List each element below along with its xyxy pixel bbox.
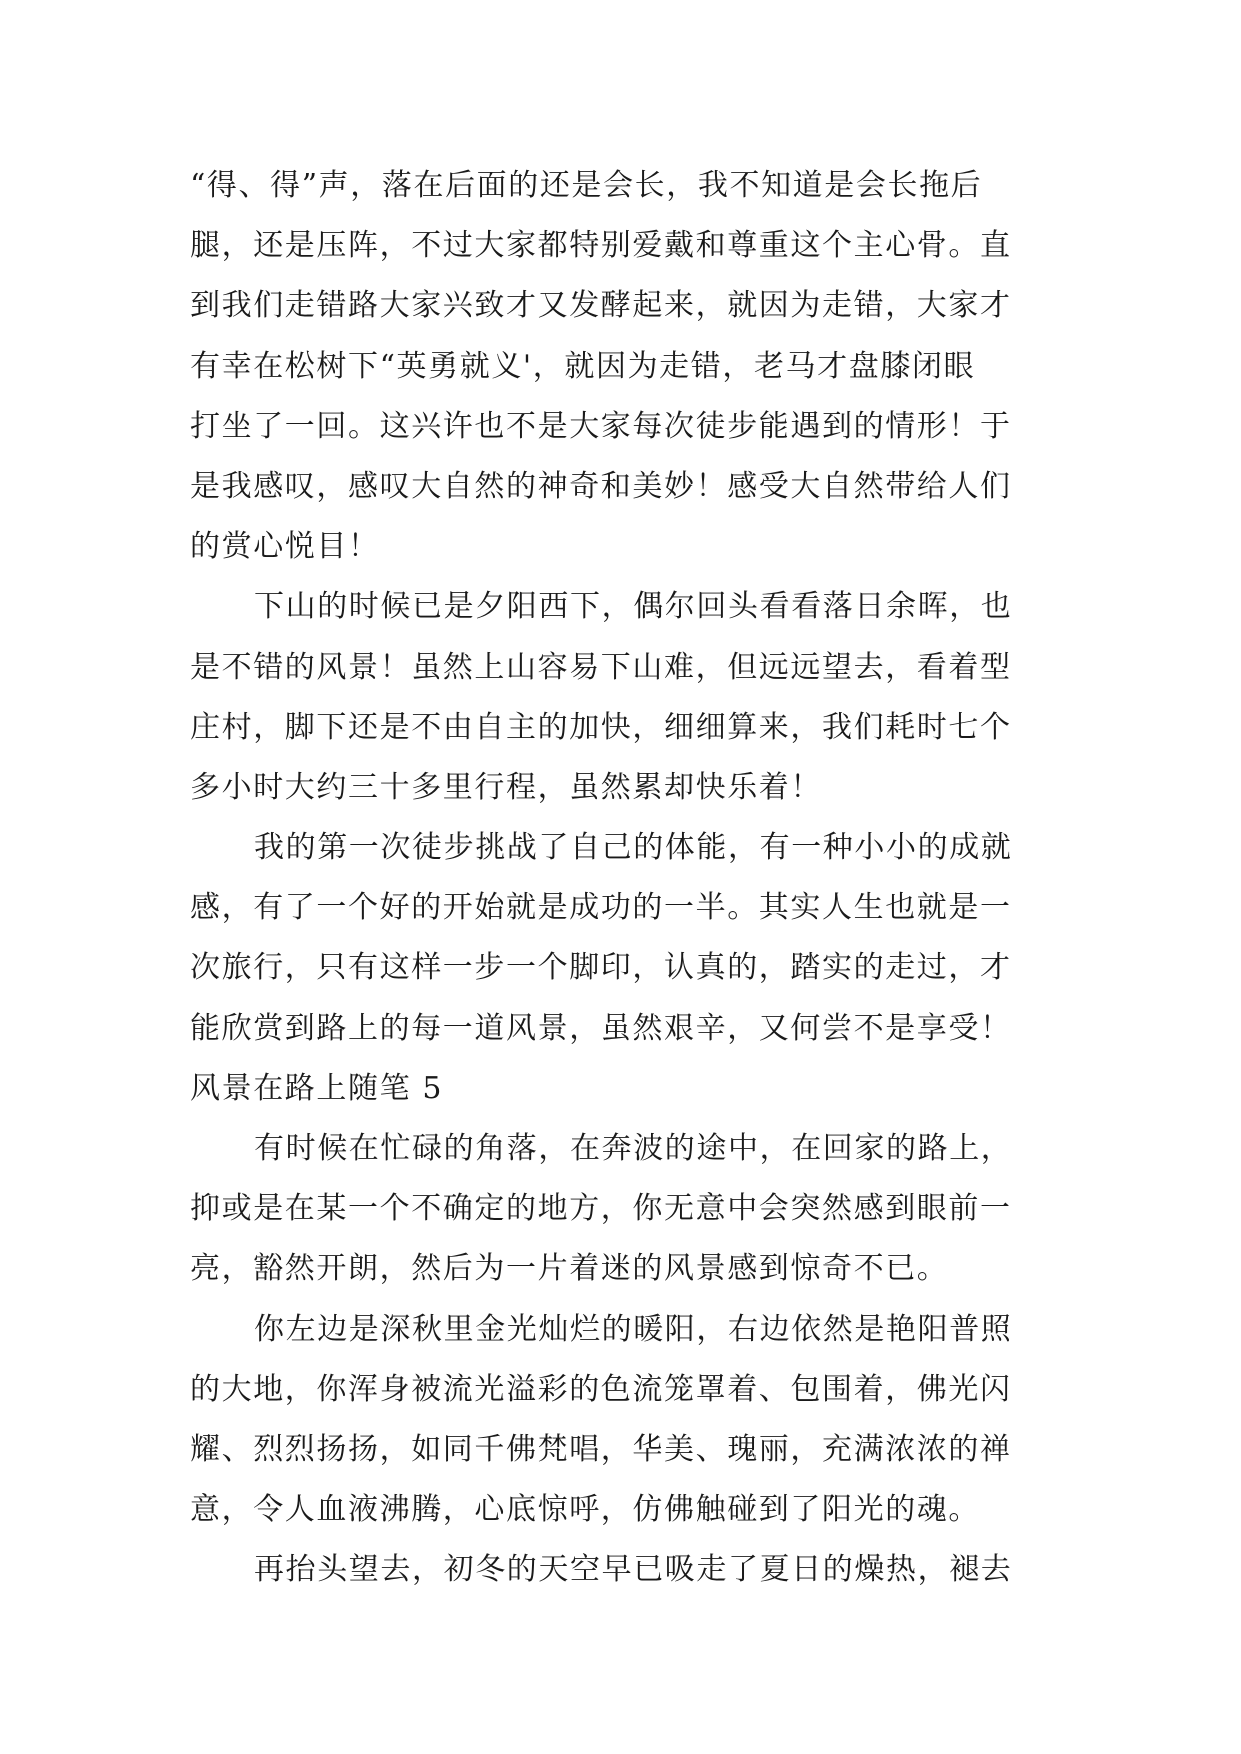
text-line: 腿，还是压阵，不过大家都特别爱戴和尊重这个主心骨。直: [190, 228, 1012, 264]
text-line: 次旅行，只有这样一步一个脚印，认真的，踏实的走过，才: [190, 950, 1012, 986]
text-line: 你左边是深秋里金光灿烂的暖阳，右边依然是艳阳普照: [254, 1311, 1013, 1347]
text-line: 亮，豁然开朗，然后为一片着迷的风景感到惊奇不已。: [190, 1251, 949, 1287]
text-line: 耀、烈烈扬扬，如同千佛梵唱，华美、瑰丽，充满浓浓的禅: [190, 1431, 1012, 1467]
text-line: 下山的时候已是夕阳西下，偶尔回头看看落日余晖，也: [254, 589, 1013, 625]
document-body: [190, 156, 1070, 1601]
text-line: 再抬头望去，初冬的天空早已吸走了夏日的燥热，褪去: [254, 1552, 1013, 1588]
text-line: 是我感叹，感叹大自然的神奇和美妙！感受大自然带给人们: [190, 468, 1012, 504]
text-line: 意，令人血液沸腾，心底惊呼，仿佛触碰到了阳光的魂。: [190, 1492, 980, 1528]
text-line: 感，有了一个好的开始就是成功的一半。其实人生也就是一: [190, 890, 1012, 926]
text-line: 能欣赏到路上的每一道风景，虽然艰辛，又何尝不是享受！: [190, 1010, 1012, 1046]
text-line: 是不错的风景！虽然上山容易下山难，但远远望去，看着型: [190, 649, 1012, 685]
text-line: “得、得”声，落在后面的还是会长，我不知道是会长拖后: [190, 168, 983, 203]
text-line: 有幸在松树下“英勇就义'，就因为走错，老马才盘膝闭眼: [190, 348, 976, 384]
text-line: 的大地，你浑身被流光溢彩的色流笼罩着、包围着，佛光闪: [190, 1371, 1012, 1407]
text-line: 有时候在忙碌的角落，在奔波的途中，在回家的路上，: [254, 1131, 1013, 1166]
text-line: 抑或是在某一个不确定的地方，你无意中会突然感到眼前一: [190, 1191, 1012, 1227]
text-line: 到我们走错路大家兴致才又发酵起来，就因为走错，大家才: [190, 288, 1012, 324]
text-line: 打坐了一回。这兴许也不是大家每次徒步能遇到的情形！于: [190, 408, 1012, 444]
text-line: 我的第一次徒步挑战了自己的体能，有一种小小的成就: [254, 830, 1013, 866]
text-line: 庄村，脚下还是不由自主的加快，细细算来，我们耗时七个: [190, 709, 1012, 745]
text-line: 多小时大约三十多里行程，虽然累却快乐着！: [190, 769, 822, 805]
text-line: 的赏心悦目！: [190, 529, 380, 565]
text-line: 风景在路上随笔 5: [190, 1070, 444, 1106]
